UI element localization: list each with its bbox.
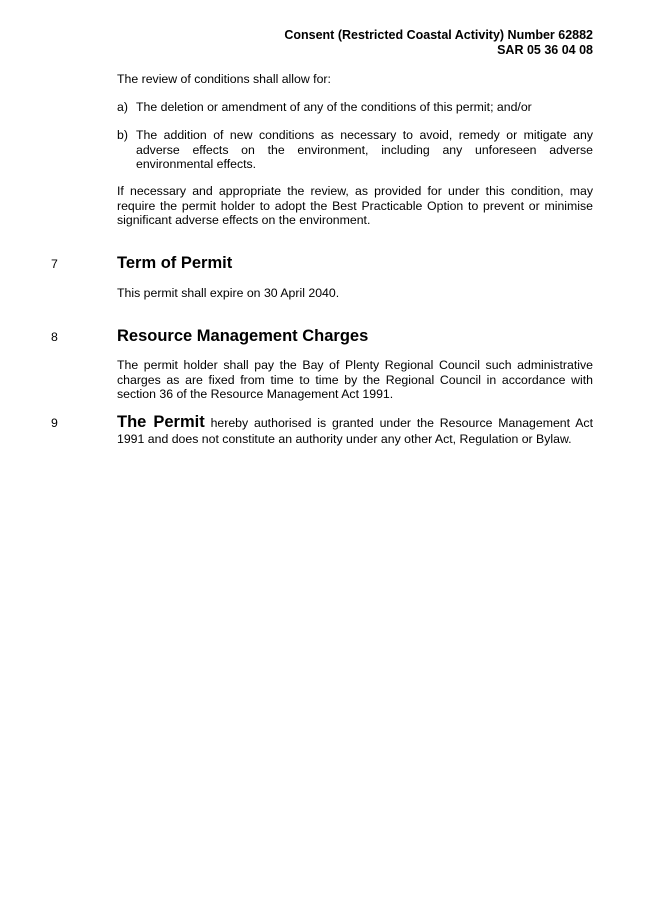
list-marker: a) xyxy=(117,100,128,114)
section-body: The permit holder shall pay the Bay of Plenty Regional Council such administrative charges as are fixed from time to time by the Regional Council in accordance with section 36 of the Resource Management Act 1991. xyxy=(117,358,593,402)
consent-number: Consent (Restricted Coastal Activity) Number 62882 xyxy=(284,28,593,42)
review-intro: The review of conditions shall allow for: xyxy=(117,72,331,86)
document-header xyxy=(284,28,593,58)
list-item-text: The addition of new conditions as necessary to avoid, remedy or mitigate any adverse effects on the environment, including any unforeseen adverse environmental effects. xyxy=(136,128,593,172)
list-item-text: The deletion or amendment of any of the conditions of this permit; and/or xyxy=(136,100,532,114)
section-number: 9 xyxy=(51,416,58,430)
section-body: This permit shall expire on 30 April 2040. xyxy=(117,286,340,300)
list-item xyxy=(117,128,593,172)
list-marker: b) xyxy=(117,128,128,142)
section-heading: Resource Management Charges xyxy=(117,327,369,345)
section-body xyxy=(117,414,593,447)
section-heading: Term of Permit xyxy=(117,254,233,272)
reference-number: SAR 05 36 04 08 xyxy=(497,43,593,57)
list-item xyxy=(117,100,593,115)
section-lead: The Permit xyxy=(117,413,205,431)
section-number: 8 xyxy=(51,330,58,344)
review-closing: If necessary and appropriate the review, as provided for under this condition, may require the permit holder to adopt the Best Practicable Option to prevent or minimise significant adverse effects on the environment. xyxy=(117,184,593,228)
section-body-text: hereby authorised is granted under the Resource Management Act 1991 and does not constitute an authority under any other Act, Regulation or Bylaw. xyxy=(117,416,593,446)
section-number: 7 xyxy=(51,257,58,271)
